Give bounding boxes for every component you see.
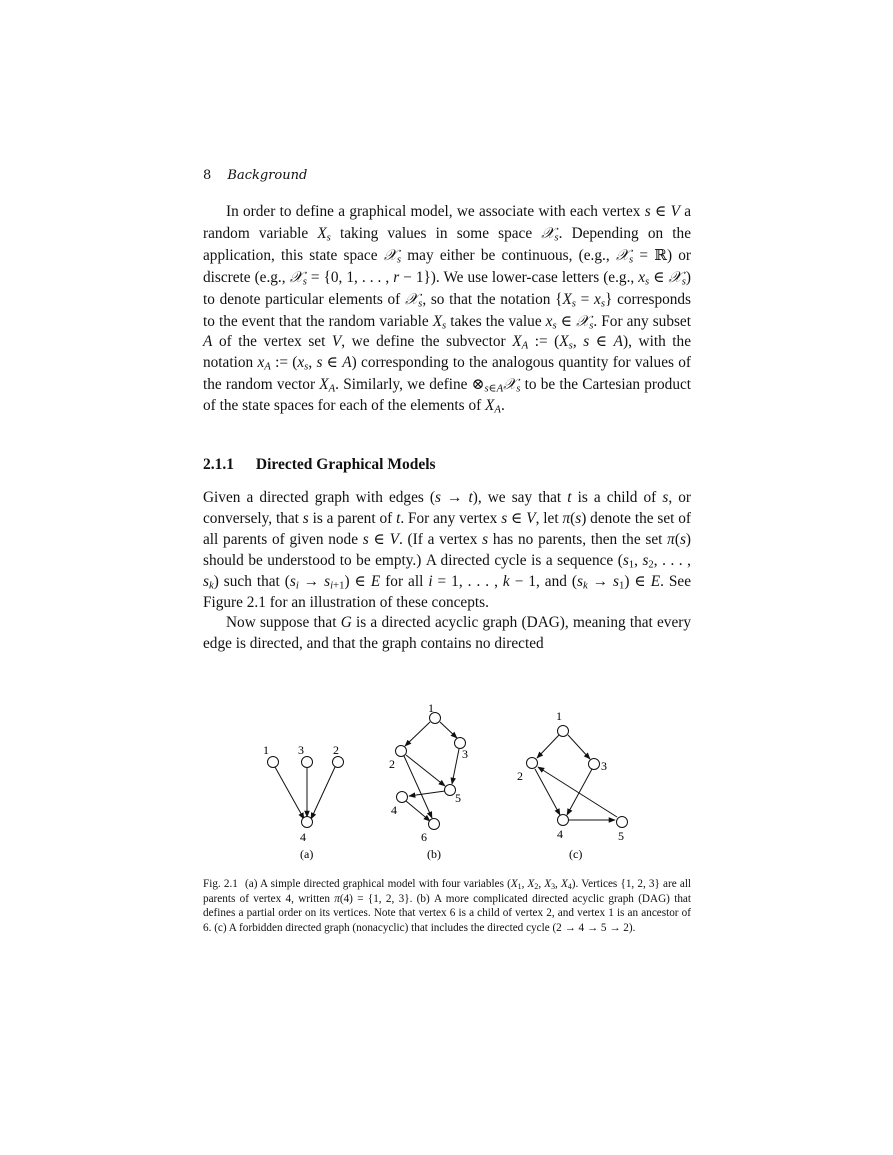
node-c-5 <box>617 817 628 828</box>
node-c-3 <box>589 759 600 770</box>
label-b-4: 4 <box>391 803 397 817</box>
graph-b <box>389 701 468 861</box>
edge-b-3-5 <box>452 749 459 784</box>
edge-b-2-5 <box>406 755 445 786</box>
node-a-2 <box>333 757 344 768</box>
label-a-2: 2 <box>333 743 339 757</box>
node-c-4 <box>558 815 569 826</box>
edge-c-2-4 <box>535 769 560 815</box>
edge-b-5-4 <box>409 791 445 796</box>
edge-c-3-4 <box>567 769 592 815</box>
node-b-5 <box>445 785 456 796</box>
label-c-3: 3 <box>601 759 607 773</box>
label-a-3: 3 <box>298 743 304 757</box>
edge-b-1-2 <box>405 722 430 746</box>
edge-c-5-2 <box>538 767 617 817</box>
subfig-label-a: (a) <box>300 847 314 861</box>
running-head <box>203 168 307 183</box>
subfig-label-c: (c) <box>569 847 583 861</box>
caption-text: (a) A simple directed graphical model with four variables ($X_1$, $X_2$, $X_3$, $X_4$). Vertices {1, 2, 3} are all parents of vertex 4, written π(4) = {1, 2, 3}. (b) A more complicated directed acyclic graph (DAG) that defines a partial order on its vertices. Note that vertex 6 is a child of vertex 2, and vertex 1 is an ancestor of 6. (c) A forbidden directed graph (nonacyclic) that includes the directed cycle (2 → 4 → 5 → 2). <box>203 878 692 934</box>
label-c-4: 4 <box>557 827 563 841</box>
caption-number: Fig. 2.1 <box>203 878 238 890</box>
edge-a-2-4 <box>311 767 335 819</box>
edge-b-1-3 <box>440 722 457 738</box>
section-title: Directed Graphical Models <box>255 456 436 473</box>
node-b-4 <box>397 792 408 803</box>
graph-c <box>517 709 628 861</box>
body-paragraph-1: In order to define a graphical model, we associate with each vertex s ∈ V a random variable $X_s$ taking values in some space 𝒳$_s$. Depending on the application, this state space 𝒳$_s$ may either be continuous, (e.g., 𝒳$_s$ = ℝ) or discrete (e.g., 𝒳$_s$ = {0, 1, . . . , r − 1}). We use lower-case letters (e.g., $x_s$ ∈ 𝒳$_s$) to denote particular elements of 𝒳$_s$, so that the notation $\{X_s = x_s\}$ corresponds to the event that the random variable $X_s$ takes the value $x_s$ ∈ 𝒳$_s$. For any subset A of the vertex set V, we define the subvector $X_A$ := ($X_s$, s ∈ A), with the notation $x_A$ := ($x_s$, s ∈ A) corresponding to the analogous quantity for values of the random vector $X_A$. Similarly, we define $\otimes_{s\in A}𝒳_s$ to be the Cartesian product of the state spaces for each of the elements of $X_A$. <box>203 203 692 416</box>
figure-caption <box>203 877 691 935</box>
node-a-3 <box>302 757 313 768</box>
node-a-1 <box>268 757 279 768</box>
edge-b-4-6 <box>406 801 430 821</box>
label-a-4: 4 <box>300 830 306 844</box>
running-head-section: Background <box>227 168 308 183</box>
node-b-6 <box>429 819 440 830</box>
figure-graphs <box>203 700 693 870</box>
label-b-5: 5 <box>455 791 461 805</box>
label-c-2: 2 <box>517 769 523 783</box>
label-c-1: 1 <box>556 709 562 723</box>
page-number: 8 <box>203 168 212 183</box>
node-c-1 <box>558 726 569 737</box>
edge-c-1-3 <box>568 735 590 759</box>
label-b-6: 6 <box>421 830 427 844</box>
edge-b-2-6 <box>404 756 432 818</box>
node-c-2 <box>527 758 538 769</box>
edge-c-1-2 <box>537 735 559 758</box>
body-paragraph-2: Given a directed graph with edges (s → t), we say that t is a child of s, or conversely, that s is a parent of t. For any vertex s ∈ V, let π(s) denote the set of all parents of given node s ∈ V. (If a vertex s has no parents, then the set π(s) should be understood to be empty.) A directed cycle is a sequence ($s_1$, $s_2$, . . . , $s_k$) such that $(s_i \to s_{i+1})$ ∈ E for all i = 1, . . . , k − 1, and $(s_k \to s_1)$ ∈ E. See Figure 2.1 for an illustration of these concepts. Now suppose that G is a directed acyclic graph (DAG), meaning that every edge is directed, and that the graph contains no directed <box>203 489 691 653</box>
label-a-1: 1 <box>263 743 269 757</box>
label-b-2: 2 <box>389 757 395 771</box>
figure-2-1 <box>203 700 693 870</box>
edge-a-1-4 <box>275 767 304 819</box>
node-b-2 <box>396 746 407 757</box>
label-b-3: 3 <box>462 747 468 761</box>
subfig-label-b: (b) <box>427 847 441 861</box>
label-c-5: 5 <box>618 829 624 843</box>
section-number: 2.1.1 <box>203 456 234 473</box>
section-heading <box>203 456 436 474</box>
graph-a <box>263 743 344 861</box>
node-a-4 <box>302 817 313 828</box>
label-b-1: 1 <box>428 701 434 715</box>
